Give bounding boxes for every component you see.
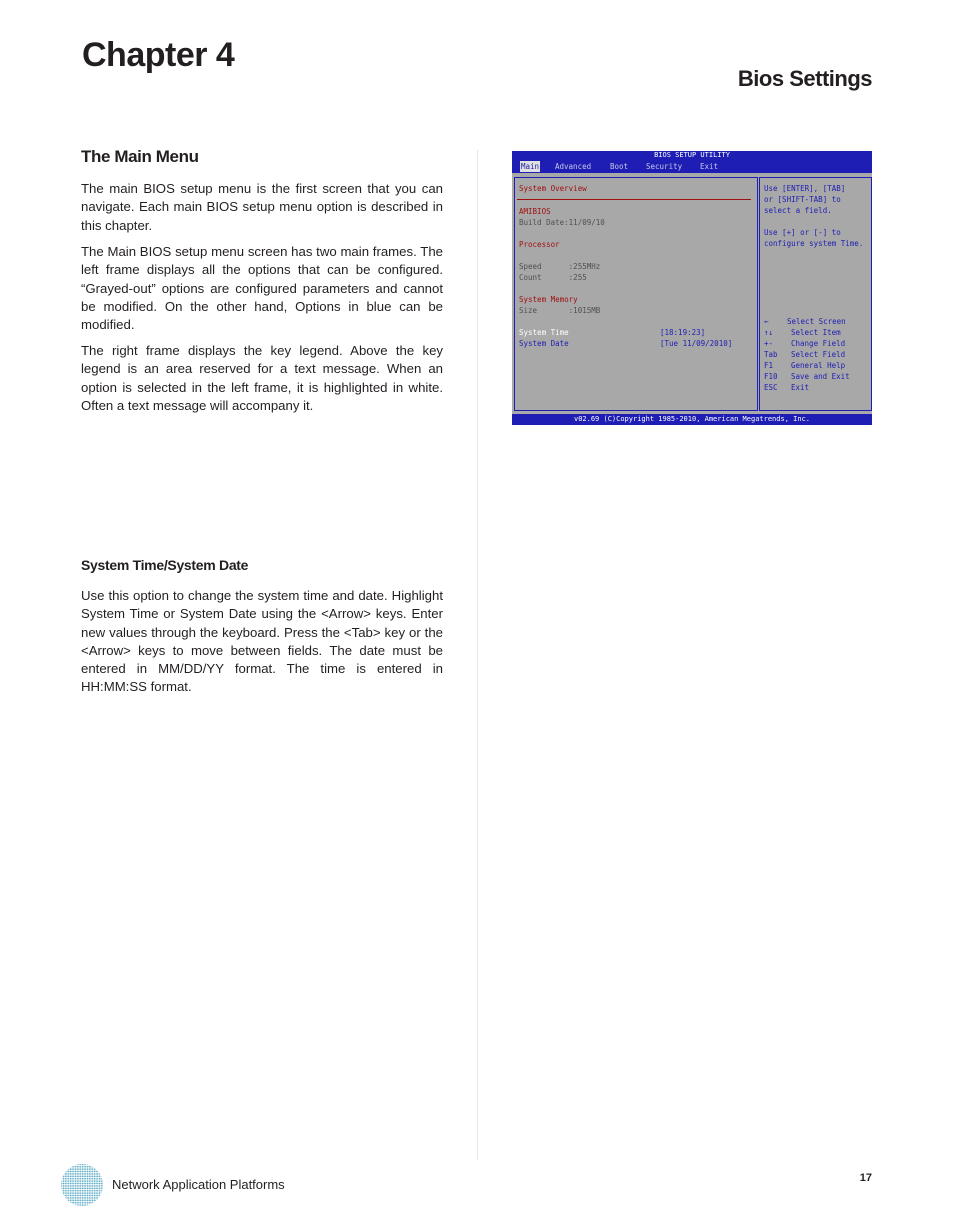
page-number: 17 — [859, 1172, 872, 1184]
bios-memory-size: Size :1015MB — [519, 306, 601, 315]
bios-build-date: Build Date:11/09/10 — [519, 218, 605, 227]
bios-help-line: Use [+] or [-] to — [764, 228, 841, 237]
main-menu-heading: The Main Menu — [81, 147, 199, 166]
bios-key: F10 — [764, 372, 778, 381]
bios-menu-boot: Boot — [610, 162, 629, 171]
paragraph: The right frame displays the key legend. Above the key legend is an area reserved for a text message. When an option is selected in the left frame, it is highlighted in white. Often a text message will accompany it. — [81, 343, 443, 413]
bios-overview-rule — [517, 199, 751, 200]
bios-help-line: Use [ENTER], [TAB] — [764, 184, 846, 193]
footer-company: Network Application Platforms — [112, 1177, 285, 1192]
bios-system-date-value: [Tue 11/09/2010] — [660, 339, 733, 348]
bios-key: ← — [764, 317, 769, 326]
bios-footer: v02.69 (C)Copyright 1985-2010, American Megatrends, Inc. — [512, 414, 872, 425]
bios-key: Tab — [764, 350, 778, 359]
bios-system-time-value: [18:19:23] — [660, 328, 706, 337]
paragraph: The Main BIOS setup menu screen has two main frames. The left frame displays all the options that can be configured. “Grayed-out” options are configured parameters and cannot be modified. On the other hand, Options in blue can be modified. — [81, 244, 443, 333]
bios-help-line: or [SHIFT-TAB] to — [764, 195, 841, 204]
paragraph: Use this option to change the system time and date. Highlight System Time or System Date using the <Arrow> keys. Enter new values through the keyboard. Press the <Tab> key or the <Arrow> keys to move between fields. The date must be entered in MM/DD/YY format. The time is entered in HH:MM:SS format. — [81, 588, 443, 695]
bios-key: ↑↓ — [764, 328, 774, 337]
bios-system-memory: System Memory — [519, 295, 578, 304]
bios-key: +- — [764, 339, 774, 348]
bios-menu-main: Main — [521, 162, 540, 171]
bios-menu-advanced: Advanced — [555, 162, 592, 171]
bios-key-desc: Change Field — [791, 339, 846, 348]
bios-key-desc: Select Screen — [787, 317, 846, 326]
column-divider — [477, 150, 478, 1160]
bios-speed: Speed :255MHz — [519, 262, 601, 271]
bios-key: F1 — [764, 361, 774, 370]
chapter-title: Chapter 4 — [82, 36, 235, 74]
bios-key-desc: Select Field — [791, 350, 846, 359]
bios-key-desc: Save and Exit — [791, 372, 850, 381]
system-time-heading: System Time/System Date — [81, 557, 249, 573]
bios-key-desc: Select Item — [791, 328, 841, 337]
bios-processor: Processor — [519, 240, 560, 249]
bios-help-line: select a field. — [764, 206, 832, 215]
section-title: Bios Settings — [737, 66, 872, 91]
paragraph: The main BIOS setup menu is the first screen that you can navigate. Each main BIOS setup menu option is described in this chapter. — [81, 181, 443, 233]
bios-title: BIOS SETUP UTILITY — [654, 151, 730, 159]
bios-help-line: configure system Time. — [764, 239, 864, 248]
bios-system-overview: System Overview — [519, 184, 587, 193]
bios-amibios: AMIBIOS — [519, 207, 551, 216]
bios-menu-security: Security — [646, 162, 683, 171]
bios-key: ESC — [764, 383, 778, 392]
company-logo-icon — [60, 1163, 104, 1207]
bios-count: Count :255 — [519, 273, 587, 282]
bios-key-desc: Exit — [791, 383, 810, 392]
bios-key-desc: General Help — [791, 361, 846, 370]
bios-menu-exit: Exit — [700, 162, 719, 171]
bios-system-time-label: System Time — [519, 328, 569, 337]
bios-screenshot — [512, 151, 872, 425]
bios-system-date-label: System Date — [519, 339, 569, 348]
